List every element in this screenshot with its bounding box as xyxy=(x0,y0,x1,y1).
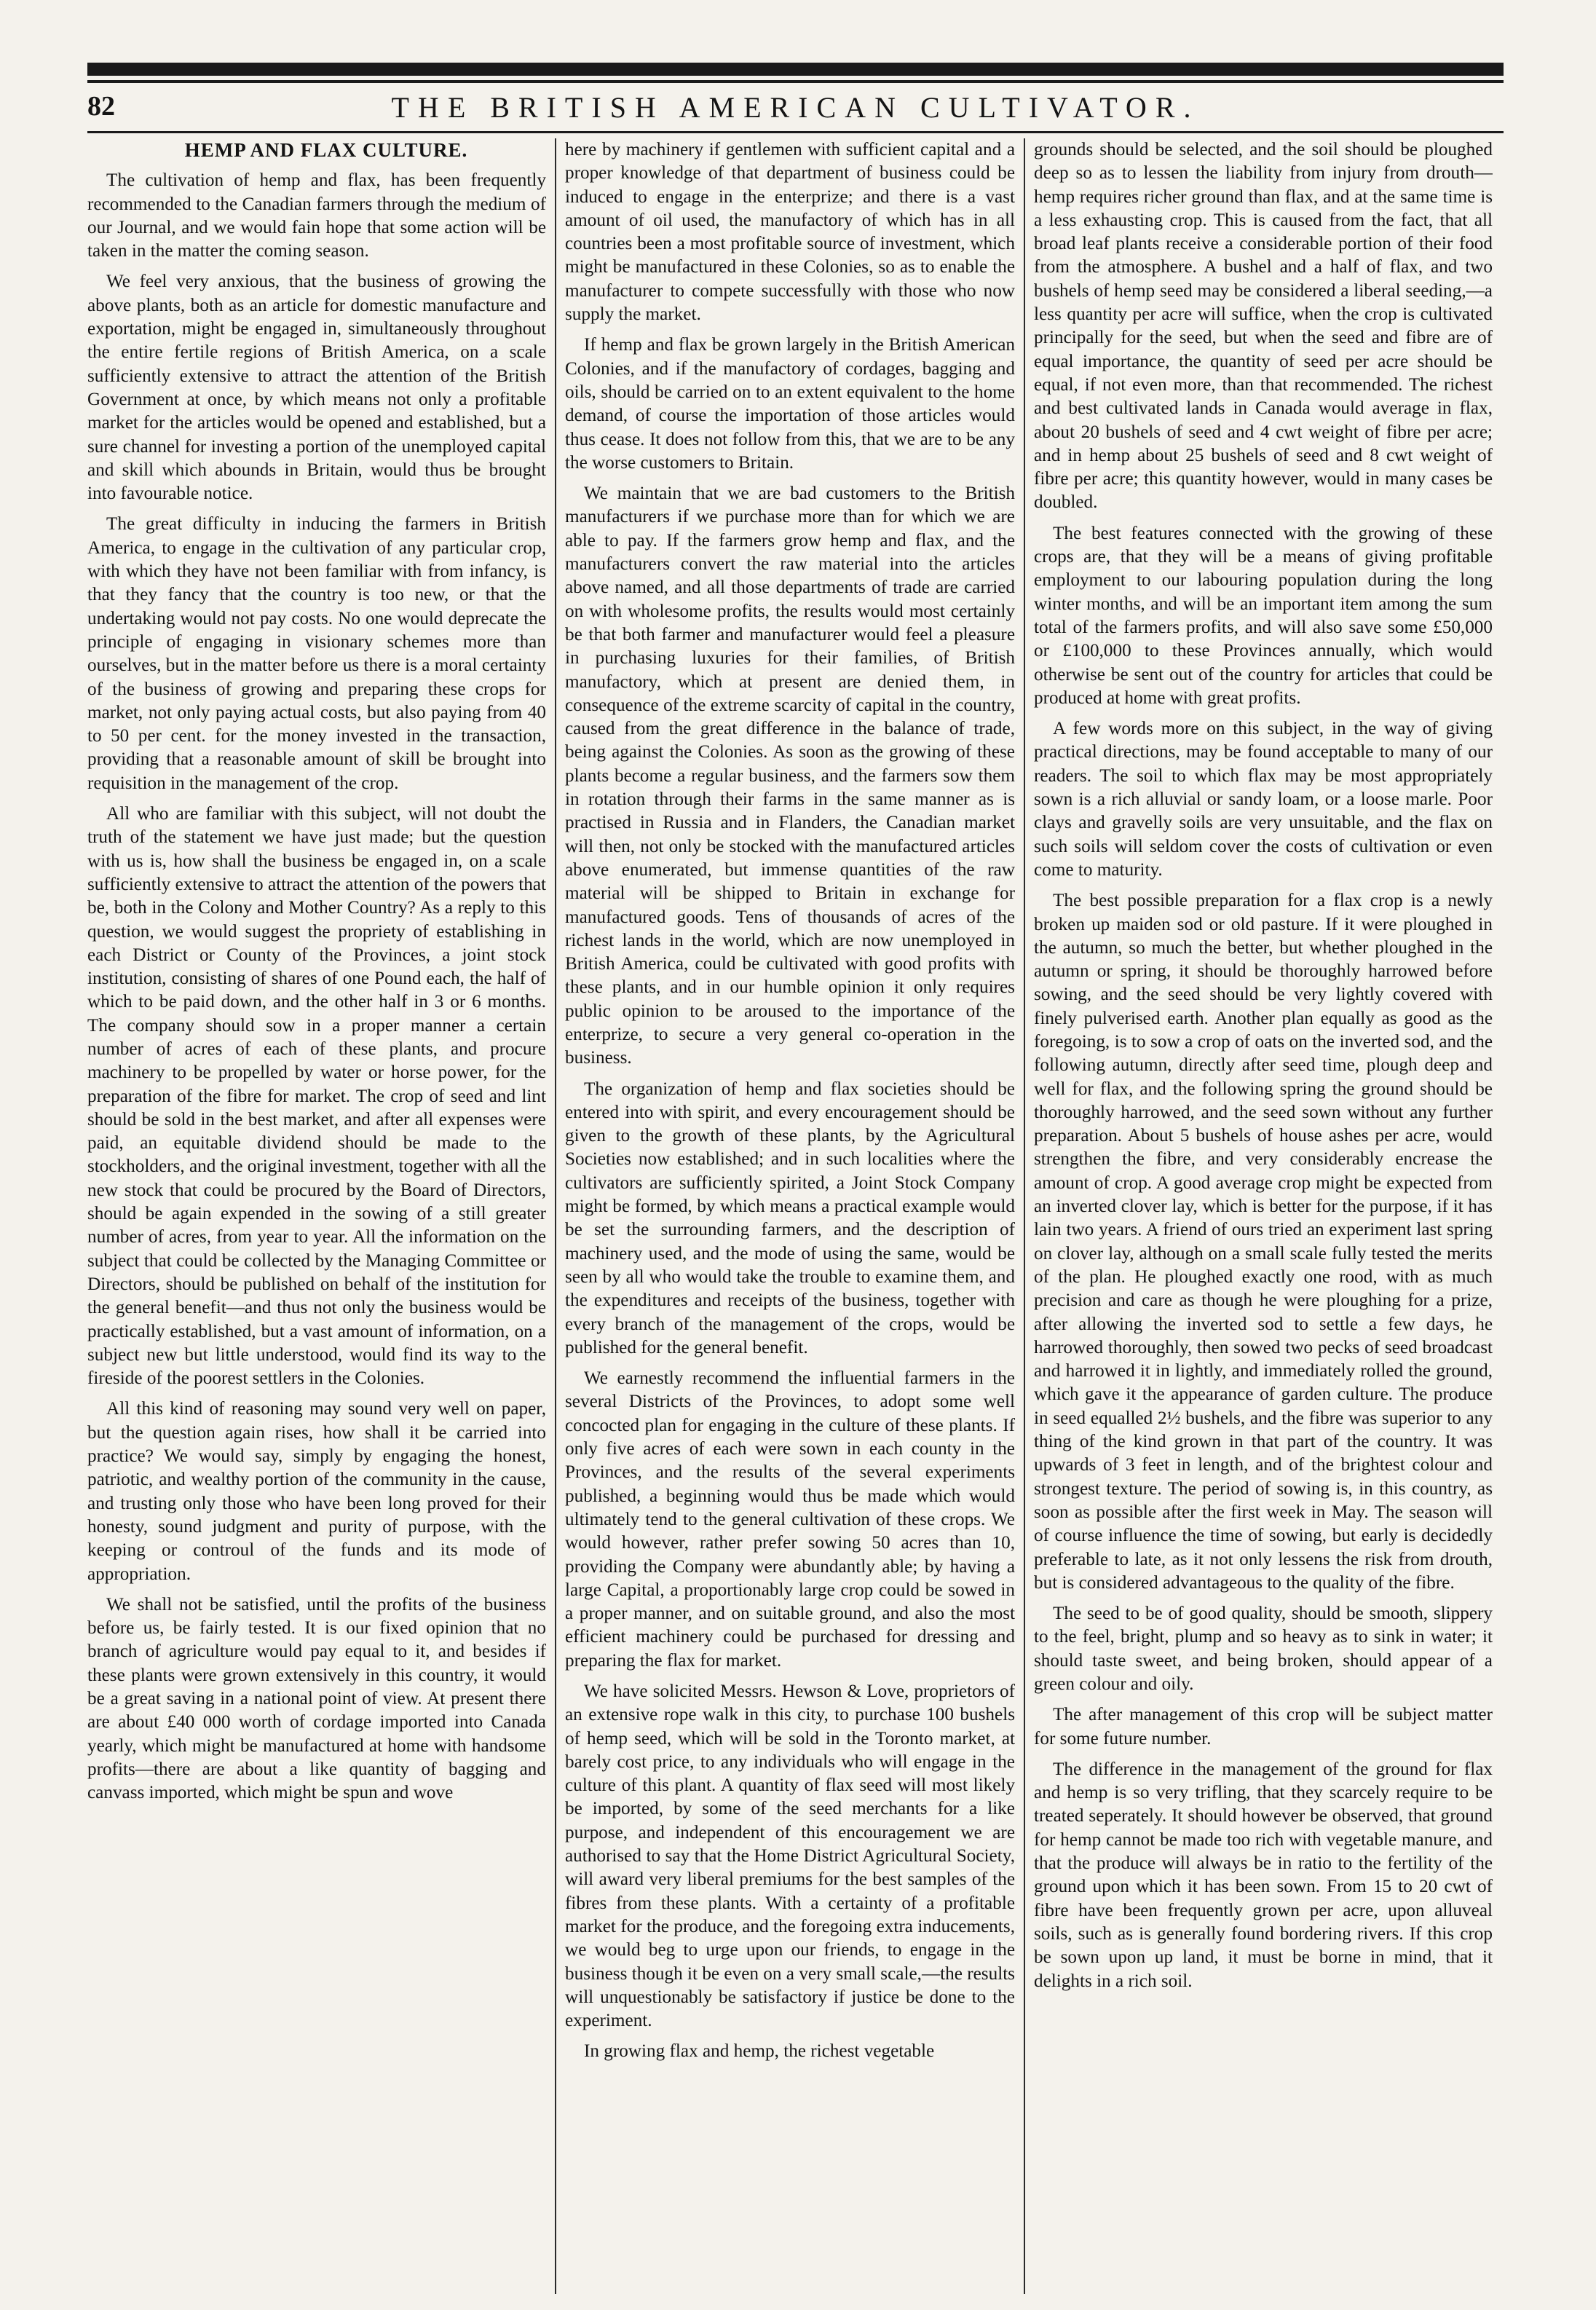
column-2 xyxy=(556,138,1024,2294)
paragraph: In growing flax and hemp, the richest vegetable xyxy=(584,2041,935,2062)
paragraph: All this kind of reasoning may sound very well on paper, but the question again rises, how shall it be carried into practice? We would say, simply by engaging the honest, patriotic, and wealthy portion of the community in the cause, and trusting only those who have been long proved for their honesty, sound judgment and purity of purpose, with the keeping or controul of the funds and its mode of appropriation. xyxy=(87,1399,546,1584)
paragraph: All who are familiar with this subject, will not doubt the truth of the statement we have just made; but the question with us is, how shall the business be engaged in, on a scale sufficiently extensive to attract the attention of the powers that be, both in the Colony and Mother Country? As a reply to this question, we would suggest the propriety of establishing in each District or County of the Provinces, a joint stock institution, consisting of shares of one Pound each, the half of which to be paid down, and the other half in 3 or 6 months. The company should sow in a proper manner a certain number of acres of each of these plants, and procure machinery to be propelled by water or horse power, for the preparation of the fibre for market. The crop of seed and lint should be sold in the best market, and after all expenses were paid, an equitable dividend should be made to the stockholders, and the original investment, together with all the new stock that could be procured by the Board of Directors, should be again expended in the sowing of a still greater number of acres, from year to year. All the information on the subject that could be collected by the Managing Committee or Directors, should be published on behalf of the institution for the general benefit—and thus not only the business would be practically established, but a vast amount of information, on a subject new but little understood, would find its way to the fireside of the poorest settlers in the Colonies. xyxy=(87,804,546,1389)
paragraph: The great difficulty in inducing the farmers in British America, to engage in the cultivation of any particular crop, with which they have not been familiar with from infancy, is that they fancy that the country is too new, or that the undertaking would not pay costs. No one would deprecate the principle of engaging in visionary schemes more than ourselves, but in the matter before us there is a moral certainty of the business of growing and preparing these crops for market, not only paying actual costs, but also paying from 40 to 50 per cent. for the money invested in the transaction, providing that a reasonable amount of skill be brought into requisition in the management of the crop. xyxy=(87,514,546,793)
paragraph: The best features connected with the growing of these crops are, that they will be a means of giving profitable employment to our labouring population during the long winter months, and will be an important item among the sum total of the farmers profits, and will also save some £50,000 or £100,000 to these Provinces annually, which would otherwise be sent out of the country for articles that could be produced at home with great profits. xyxy=(1034,523,1493,708)
paragraph: The difference in the management of the ground for flax and hemp is so very trifling, that they scarcely require to be treated seperately. It should however be observed, that ground for hemp cannot be made too rich with vegetable manure, and that the produce will always be in ratio to the fertility of the ground upon which it has been sown. From 15 to 20 cwt of fibre have been frequently grown per acre, upon alluveal soils, such as is generally found bordering rivers. If this crop be sown upon up land, it must be borne in mind, that it delights in a rich soil. xyxy=(1034,1759,1493,1991)
paragraph: We maintain that we are bad customers to the British manufacturers if we purchase more than for which we are able to pay. If the farmers grow hemp and flax, and the manufacturers convert the raw material into the articles above named, and all those departments of trade are carried on with wholesome profits, the results would most certainly be that both farmer and manufacturer would feel a pleasure in purchasing luxuries for their families, of British manufactory, which at present are denied them, in consequence of the extreme scarcity of capital in the country, caused from the great difference in the balance of trade, being against the Colonies. As soon as the growing of these plants become a regular business, and the farmers sow them in rotation through their farms in the same manner as is practised in Russia and in Flanders, the Canadian market will then, not only be stocked with the manufactured articles above enumerated, but immense quantities of the raw material will be shipped to Britain in exchange for manufactured goods. Tens of thousands of acres of the richest lands in the world, which are now unemployed in British America, could be cultivated with good profits with these plants, and in our humble opinion it only requires public opinion to be aroused to the importance of the enterprize, to secure a very general co-operation in the business. xyxy=(565,484,1015,1068)
page-header xyxy=(87,86,1504,130)
paragraph: We feel very anxious, that the business of growing the above plants, both as an article for domestic manufacture and exportation, might be engaged in, simultaneously throughout the entire fertile regions of British America, on a scale sufficiently extensive to attract the attention of the British Government at once, by which means not only a profitable market for the articles would be opened and established, but a sure channel for investing a portion of the unemployed capital and skill which abounds in Britain, would thus be brought into favourable notice. xyxy=(87,272,546,504)
paragraph: here by machinery if gentlemen with sufficient capital and a proper knowledge of that department of business could be induced to engage in the enterprize; and there is a vast amount of oil used, the manufactory of which has in all countries been a most profitable source of investment, which might be manufactured in these Colonies, so as to enable the manufacturer to compete successfully with those who now supply the market. xyxy=(565,140,1015,325)
paragraph: We earnestly recommend the influential farmers in the several Districts of the Provinces, to adopt some well concocted plan for engaging in the culture of these plants. If only five acres of each were sown in each county in the Provinces, and the results of the several experiments published, a beginning would thus be made which would ultimately tend to the general cultivation of these crops. We would however, rather prefer sowing 50 acres than 10, providing the Company were abundantly able; by having a large Capital, a proportionably large crop could be sowed in a proper manner, and on suitable ground, and also the most efficient machinery could be purchased for dressing and preparing the flax for market. xyxy=(565,1368,1015,1671)
paragraph: The best possible preparation for a flax crop is a newly broken up maiden sod or old pasture. If it were ploughed in the autumn, so much the better, but whether ploughed in the autumn or spring, it should be thoroughly harrowed before sowing, and the seed should be very lightly covered with finely pulverised earth. Another plan equally as good as the foregoing, is to sow a crop of oats on the inverted sod, and the following autumn, directly after seed time, plough deep and well for flax, and the following spring the ground should be thoroughly harrowed, and the seed sown without any further preparation. About 5 bushels of house ashes per acre, would strengthen the fibre, and very considerably encrease the amount of crop. A good average crop might be expected from an inverted clover lay, which is better for the purpose, if it has lain two years. A friend of ours tried an experiment last spring on clover lay, although on a small scale fully tested the merits of the plan. He ploughed exactly one rood, with as much precision and care as though he were ploughing for a prize, after allowing the inverted sod to settle a few days, he harrowed thoroughly, then sowed two pecks of seed broadcast and harrowed it in lightly, and immediately rolled the ground, which gave it the appearance of garden culture. The produce in seed equalled 2½ bushels, and the fibre was superior to any thing of the kind grown in that part of the country. It was upwards of 3 feet in length, and of the brightest colour and strongest texture. The period of sowing is, in this country, as soon as possible after the first week in May. The season will of course influence the time of sowing, but early is decidedly preferable to late, as it not only lessens the risk from drouth, but is considered advantageous to the quality of the fibre. xyxy=(1034,891,1493,1593)
paragraph: The after management of this crop will be subject matter for some future number. xyxy=(1034,1705,1493,1749)
header-rule xyxy=(87,131,1504,133)
column-3 xyxy=(1025,138,1493,2294)
paragraph: A few words more on this subject, in the way of giving practical directions, may be found acceptable to many of our readers. The soil to which flax may be most appropriately sown is a rich alluvial or sandy loam, or a loose marle. Poor clays and gravelly soils are very unsuitable, and the flax on such soils will seldom cover the costs of cultivation or even come to maturity. xyxy=(1034,719,1493,880)
article-title: HEMP AND FLAX CULTURE. xyxy=(184,139,468,161)
paragraph: The seed to be of good quality, should be smooth, slippery to the feel, bright, plump and so heavy as to sink in water; it should taste sweet, and being broken, should appear of a green colour and oily. xyxy=(1034,1604,1493,1694)
paragraph: grounds should be selected, and the soil should be ploughed deep so as to lessen the liability from injury from drouth—hemp requires richer ground than flax, and at the same time is a less exhausting crop. This is caused from the fact, that all broad leaf plants receive a considerable portion of their food from the atmosphere. A bushel and a half of flax, and two bushels of hemp seed may be considered a liberal seeding,—a less quantity per acre will suffice, when the crop is cultivated principally for the seed, but when the seed and fibre are of equal importance, the quantity of seed per acre should be equal, if not even more, than that recommended. The richest and best cultivated lands in Canada would average in flax, about 20 bushels of seed and 4 cwt weight of fibre per acre; and in hemp about 25 bushels of seed and 8 cwt weight of fibre per acre; this quantity however, would in many cases be doubled. xyxy=(1034,140,1493,513)
paragraph: The cultivation of hemp and flax, has been frequently recommended to the Canadian farmers through the medium of our Journal, and we would fain hope that some action will be taken in the matter the coming season. xyxy=(87,170,546,261)
masthead-title: THE BRITISH AMERICAN CULTIVATOR. xyxy=(391,91,1200,124)
paragraph: We shall not be satisfied, until the profits of the business before us, be fairly tested. It is our fixed opinion that no branch of agriculture would pay equal to it, and besides if these plants were grown extensively in this country, it would be a great saving in a national point of view. At present there are about £40 000 worth of cordage imported into Canada yearly, which might be manufactured at home with handsome profits—there are about a like quantity of bagging and canvass imported, which might be spun and wove xyxy=(87,1594,546,1803)
paragraph: We have solicited Messrs. Hewson & Love, proprietors of an extensive rope walk in this city, to purchase 100 bushels of hemp seed, which will be sold in the Toronto market, at barely cost price, to any individuals who will engage in the culture of this plant. A quantity of flax seed will most likely be imported, by some of the seed merchants for a like purpose, and independent of this encouragement we are authorised to say that the Home District Agricultural Society, will award very liberal premiums for the best samples of the fibres from these plants. With a certainty of a profitable market for the produce, and the foregoing extra inducements, we would beg to urge upon our friends, to engage in the business though it be even on a very small scale,—the results will unquestionably be satisfactory if justice be done to the experiment. xyxy=(565,1682,1015,2031)
top-rule-thin xyxy=(87,80,1504,83)
top-rule-thick xyxy=(87,63,1504,76)
article-body xyxy=(87,138,1504,2294)
column-1 xyxy=(87,138,555,2294)
page-number: 82 xyxy=(87,91,115,122)
paragraph: If hemp and flax be grown largely in the British American Colonies, and if the manufactory of cordages, bagging and oils, should be carried on to an extent equivalent to the home demand, of course the importation of those articles would thus cease. It does not follow from this, that we are to be any the worse customers to Britain. xyxy=(565,335,1015,473)
paragraph: The organization of hemp and flax societies should be entered into with spirit, and every encouragement should be given to the growth of these plants, by the Agricultural Societies now established; and in such localities where the cultivators are sufficiently spirited, a Joint Stock Company might be formed, by which means a practical example would be set the surrounding farmers, and the description of machinery used, and the mode of using the same, would be seen by all who would take the trouble to examine them, and the expenditures and receipts of the business, together with every branch of the management of the crops, would be published for the general benefit. xyxy=(565,1079,1015,1357)
